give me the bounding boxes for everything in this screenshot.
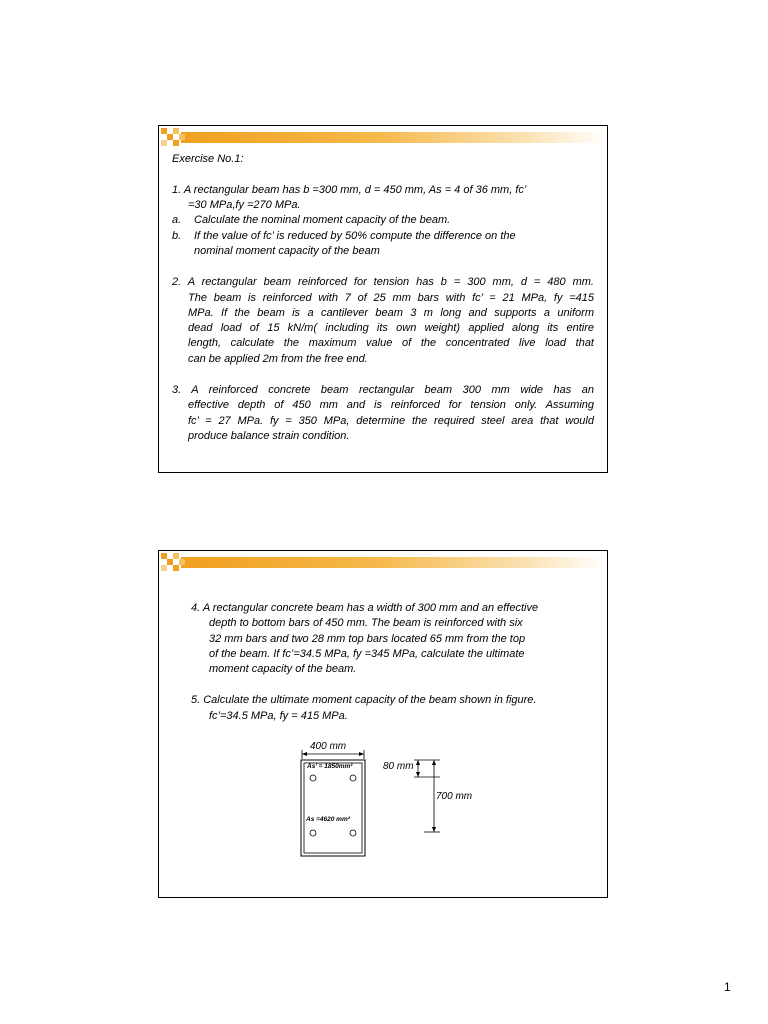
item-b-line-2: nominal moment capacity of the beam <box>194 245 380 257</box>
page-number: 1 <box>724 980 731 994</box>
arrowhead-down-icon <box>416 772 420 777</box>
slide-exercise-1 <box>158 125 608 473</box>
bottom-steel-label: As =4620 mm² <box>306 816 350 823</box>
item-b-line-1: If the value of fc’ is reduced by 50% compute the difference on the <box>194 230 516 242</box>
problem-1-line-2: =30 MPa,fy =270 MPa. <box>188 199 301 211</box>
item-a-marker: a. <box>172 214 182 226</box>
arrowhead-up-icon <box>432 760 436 765</box>
problem-2-line-6: can be applied 2m from the free end. <box>188 353 368 365</box>
top-bar-right <box>350 775 356 781</box>
problem-2-line-4: dead load of 15 kN/m( including its own weight) applied along its entire <box>188 322 594 334</box>
arrowhead-down-icon <box>432 827 436 832</box>
bottom-bar-left <box>310 830 316 836</box>
problem-4-line-2: depth to bottom bars of 450 mm. The beam is reinforced with six <box>209 617 523 629</box>
problem-4-line-1: 4. A rectangular concrete beam has a width of 300 mm and an effective <box>191 602 539 614</box>
item-a-text: Calculate the nominal moment capacity of the beam. <box>194 214 451 226</box>
problem-5-line-1: 5. Calculate the ultimate moment capacity of the beam shown in figure. <box>191 694 537 706</box>
problem-3-line-4: produce balance strain condition. <box>188 430 350 442</box>
deco-square-icon <box>179 134 185 140</box>
exercise-heading: Exercise No.1: <box>172 153 244 165</box>
arrowhead-right-icon <box>359 752 364 756</box>
problem-3-line-3: fc’ = 27 MPa. fy = 350 MPa, determine the required steel area that would <box>188 415 594 427</box>
top-steel-label: As’ = 1850mm² <box>307 763 353 770</box>
deco-square-icon <box>179 559 185 565</box>
deco-square-icon <box>173 140 179 146</box>
orange-gradient-strip <box>181 132 607 143</box>
beam-outline-outer <box>301 760 365 856</box>
slide-header-bar <box>159 551 607 571</box>
slide-header-bar <box>159 126 607 146</box>
bottom-bar-right <box>350 830 356 836</box>
slide-exercise-2 <box>158 550 608 898</box>
problem-5-line-2: fc’=34.5 MPa, fy = 415 MPa. <box>209 710 348 722</box>
problem-4-line-5: moment capacity of the beam. <box>209 663 357 675</box>
item-b-marker: b. <box>172 230 182 242</box>
depth-label: 700 mm <box>436 791 473 802</box>
problem-3-line-1: 3. A reinforced concrete beam rectangular beam 300 mm wide has an <box>172 384 594 396</box>
problem-2-line-1: 2. A rectangular beam reinforced for tension has b = 300 mm, d = 480 mm. <box>172 276 594 288</box>
deco-square-icon <box>161 140 167 146</box>
deco-square-icon <box>161 565 167 571</box>
arrowhead-up-icon <box>416 760 420 765</box>
problem-4-line-4: of the beam. If fc’=34.5 MPa, fy =345 MPa, calculate the ultimate <box>209 648 525 660</box>
deco-square-icon <box>173 565 179 571</box>
orange-gradient-strip <box>181 557 607 568</box>
problem-2-line-5: length, calculate the maximum value of the concentrated live load that <box>188 337 594 349</box>
problem-2-line-3: MPa. If the beam is a cantilever beam 3 m long and supports a uniform <box>188 307 594 319</box>
arrowhead-left-icon <box>302 752 307 756</box>
problem-3-line-2: effective depth of 450 mm and is reinforced for tension only. Assuming <box>188 399 594 411</box>
top-bar-left <box>310 775 316 781</box>
problem-2-line-2: The beam is reinforced with 7 of 25 mm bars with fc’ = 21 MPa, fy =415 <box>188 292 594 304</box>
problem-4-line-3: 32 mm bars and two 28 mm top bars located 65 mm from the top <box>209 633 526 645</box>
cover-label: 80 mm <box>383 761 414 772</box>
width-label: 400 mm <box>310 741 347 752</box>
problem-1-line-1: 1. A rectangular beam has b =300 mm, d = 450 mm, As = 4 of 36 mm, fc’ <box>172 184 527 196</box>
